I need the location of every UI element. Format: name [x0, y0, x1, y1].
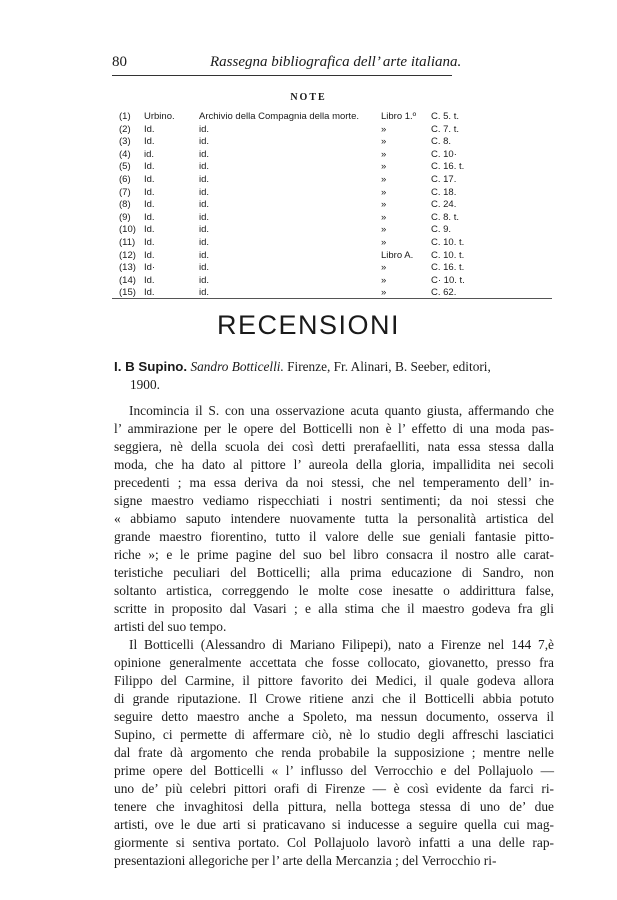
note-number: (10) [119, 224, 136, 236]
note-archive: id. [199, 123, 210, 135]
review-work-title: Sandro Botticelli. [190, 359, 284, 374]
review-author: I. B Supino. [114, 359, 188, 374]
note-number: (5) [119, 161, 131, 173]
note-book: » [381, 262, 387, 274]
note-page: C. 9. [431, 224, 452, 236]
note-place: Id. [144, 274, 155, 286]
note-page: C· 10. t. [431, 274, 465, 286]
note-place: Id. [144, 211, 155, 223]
text-line: dal frate dà argomento che renda probabile la supposizione ; mentre nelle [114, 745, 554, 760]
note-book: » [381, 161, 387, 173]
text-line: artisti, ove le due arti si praticavano si inducesse a seguire quella cui mag- [114, 817, 554, 832]
note-page: C. 62. [431, 287, 457, 299]
header-rule [112, 75, 452, 76]
notes-divider [112, 298, 552, 299]
page-number: 80 [112, 54, 127, 70]
note-number: (8) [119, 199, 131, 211]
note-archive: id. [199, 148, 210, 160]
note-archive: id. [199, 249, 210, 261]
text-line: Supino, ci permette di affermare ciò, nè lo studio degli affreschi lasciatici [114, 727, 554, 742]
note-archive: id. [199, 274, 210, 286]
note-book: » [381, 148, 387, 160]
note-book: » [381, 123, 387, 135]
review-citation [114, 358, 554, 394]
note-page: C. 7. t. [431, 123, 459, 135]
review-body [114, 402, 554, 870]
paragraph [114, 402, 554, 636]
text-line: soltanto artistica, correggendo le molte cose inesatte o addirittura false, [114, 583, 554, 598]
note-number: (11) [119, 236, 136, 248]
note-place: Urbino. [144, 111, 175, 122]
note-row [119, 275, 479, 288]
text-line: signe maestro vediamo rispecchiati i nostri sentimenti; da noi stessi che [114, 493, 554, 508]
note-page: C. 10· [431, 148, 457, 160]
note-row [119, 237, 479, 250]
note-place: Id. [144, 161, 155, 173]
note-page: C. 16. t. [431, 161, 465, 173]
note-page: C. 18. [431, 186, 457, 198]
note-page: C. 17. [431, 173, 457, 185]
note-archive: id. [199, 186, 210, 198]
note-book: » [381, 173, 387, 185]
running-header [112, 54, 462, 74]
text-line: uno de’ più celebri pittori orafi di Firenze — è così evidente da farci ri- [114, 781, 554, 796]
note-row [119, 136, 479, 149]
note-place: Id. [144, 224, 155, 236]
note-book: Libro A. [381, 249, 414, 261]
note-row [119, 224, 479, 237]
note-row [119, 161, 479, 174]
note-number: (14) [119, 274, 136, 286]
text-line: giormente si sentiva portato. Col Pollajuolo lavorò infatti a una delle rap- [114, 835, 554, 850]
note-place: Id. [144, 249, 155, 261]
note-page: C. 8. t. [431, 211, 459, 223]
note-archive: id. [199, 136, 210, 148]
note-book: » [381, 236, 387, 248]
note-archive: id. [199, 224, 210, 236]
note-archive: id. [199, 199, 210, 211]
text-line: seguire detto maestro anche a Spoleto, ma nessun documento, osserva il [114, 709, 554, 724]
text-line: tenere che invaghitosi della pittura, nella bottega stessa di uno de’ due [114, 799, 554, 814]
running-title: Rassegna bibliografica dell’ arte italiana. [210, 54, 462, 70]
note-number: (6) [119, 173, 131, 185]
note-page: C. 16. t. [431, 262, 465, 274]
note-page: C. 5. t. [431, 111, 459, 122]
note-place: Id. [144, 186, 155, 198]
text-line: teristiche peculiari del Botticelli; alla prima educazione di Sandro, non [114, 565, 554, 580]
note-archive: id. [199, 262, 210, 274]
text-line: precedenti ; ma essa deriva da noi stessi, che nel temperamento dell’ in- [114, 475, 554, 490]
note-archive: id. [199, 287, 210, 299]
note-book: » [381, 224, 387, 236]
note-page: C. 24. [431, 199, 457, 211]
note-row [119, 212, 479, 225]
note-row [119, 174, 479, 187]
note-book: » [381, 287, 387, 299]
note-number: (9) [119, 211, 131, 223]
note-page: C. 10. t. [431, 236, 465, 248]
note-page: C. 10. t. [431, 249, 465, 261]
note-book: » [381, 186, 387, 198]
note-number: (12) [119, 249, 136, 261]
text-line: prime opere del Botticelli « l’ influsso del Verrocchio e del Pollajuolo — [114, 763, 554, 778]
note-number: (1) [119, 111, 131, 122]
note-place: Id· [144, 262, 156, 274]
notes-heading: NOTE [290, 92, 327, 103]
text-line: artisti del suo tempo. [114, 619, 227, 634]
note-row [119, 262, 479, 275]
text-line: riche »; e le prime pagine del suo bel libro consacra il nostro alle carat- [114, 547, 554, 562]
note-place: Id. [144, 123, 155, 135]
notes-table [119, 111, 479, 300]
text-line: l’ ammirazione per le opere del Botticelli non è l’ effetto di una moda pas- [114, 421, 554, 436]
note-number: (4) [119, 148, 131, 160]
note-archive: id. [199, 161, 210, 173]
text-line: « abbiamo saputo intendere nuovamente tutta la personalità artistica del [114, 511, 554, 526]
note-number: (13) [119, 262, 136, 274]
text-line: scritte in proposito dal Vasari ; e alla stima che il maestro godeva fra gli [114, 601, 554, 616]
note-row [119, 111, 479, 124]
text-line: Incomincia il S. con una osservazione acuta quanto giusta, affermando che [129, 403, 554, 418]
paragraph [114, 636, 554, 870]
note-book: » [381, 211, 387, 223]
note-archive: id. [199, 211, 210, 223]
note-archive: id. [199, 236, 210, 248]
note-book: Libro 1.º [381, 111, 417, 122]
note-row [119, 149, 479, 162]
note-row [119, 199, 479, 212]
note-book: » [381, 274, 387, 286]
review-publisher: Firenze, Fr. Alinari, B. Seeber, editori, [287, 359, 491, 374]
note-archive: id. [199, 173, 210, 185]
note-place: id. [144, 148, 155, 160]
text-line: moda, che ha dato al pittore l’ aureola della gloria, impallidita nei secoli [114, 457, 554, 472]
note-book: » [381, 136, 387, 148]
note-archive: Archivio della Compagnia della morte. [199, 111, 359, 122]
note-book: » [381, 199, 387, 211]
note-row [119, 250, 479, 263]
section-title: RECENSIONI [216, 310, 401, 340]
note-row [119, 124, 479, 137]
text-line: di grande riputazione. Il Crowe ritiene anzi che il Botticelli abbia potuto [114, 691, 554, 706]
note-place: Id. [144, 199, 155, 211]
text-line: presentazioni allegoriche per l’ arte della Mercanzia ; del Verrocchio ri- [114, 853, 497, 868]
text-line: opinione generalmente accettata che fosse collocato, giovanetto, presso fra [114, 655, 554, 670]
note-place: Id. [144, 287, 155, 299]
text-line: Il Botticelli (Alessandro di Mariano Filipepi), nato a Firenze nel 144 7,è [129, 637, 554, 652]
review-year: 1900. [130, 377, 160, 392]
note-number: (7) [119, 186, 131, 198]
note-number: (15) [119, 287, 136, 299]
note-place: Id. [144, 136, 155, 148]
note-place: Id. [144, 236, 155, 248]
note-number: (2) [119, 123, 131, 135]
note-number: (3) [119, 136, 131, 148]
text-line: Filippo del Carmine, il pittore favorito dei Medici, il quale godeva allora [114, 673, 554, 688]
note-row [119, 187, 479, 200]
note-page: C. 8. [431, 136, 452, 148]
text-line: grande maestro fiorentino, tutto il valore delle sue geniali fantasie pitto- [114, 529, 554, 544]
text-line: seggiera, nè della scuola dei così detti prerafaelliti, nata essa stessa dalla [114, 439, 554, 454]
note-place: Id. [144, 173, 155, 185]
